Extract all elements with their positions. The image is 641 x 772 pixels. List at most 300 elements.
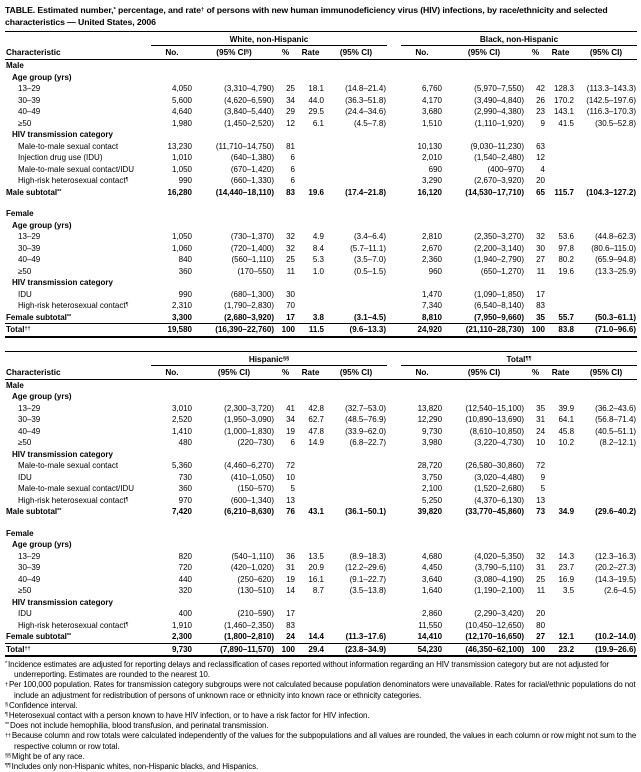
cell-pct: 23 <box>536 107 545 116</box>
cell-no: 24,920 <box>401 324 443 337</box>
cell-ci: (10,450–12,650) <box>465 620 525 630</box>
cell-pct: 100 <box>275 643 296 656</box>
cell-rate <box>296 460 325 472</box>
column-gutter <box>387 460 401 472</box>
footnote-marker: † <box>5 681 8 688</box>
cell-rate <box>296 164 325 176</box>
row-label: IDU <box>18 289 32 299</box>
column-gutter <box>387 175 401 187</box>
column-gutter <box>387 574 401 586</box>
data-row <box>5 152 637 164</box>
cell-pct: 70 <box>286 301 295 310</box>
column-header: (95% CI) <box>325 365 387 379</box>
cell-ci: (3,310–4,790) <box>224 84 274 93</box>
cell-ci: (670–1,420) <box>230 164 274 174</box>
cell-ci2: (23.8–34.9) <box>325 643 387 656</box>
cell-no: 2,810 <box>421 232 442 241</box>
cell-ci2: (3.5–7.0) <box>353 255 386 264</box>
row-label: Male <box>6 380 24 390</box>
cell-no: 2,360 <box>421 255 442 264</box>
column-gutter <box>387 620 401 632</box>
column-header: (95% CI) <box>325 46 387 60</box>
cell-pct: 11 <box>286 266 295 276</box>
footnote-marker: ** <box>5 722 10 729</box>
cell-rate: 10.2 <box>558 438 575 447</box>
column-header: Rate <box>296 365 325 379</box>
cell-no: 1,410 <box>171 426 192 436</box>
column-gutter <box>387 506 401 518</box>
cell-ci: (21,110–28,730) <box>443 324 525 337</box>
cell-rate: 14.9 <box>308 438 324 447</box>
column-header: (95% CI) <box>575 365 637 379</box>
spacer-row <box>5 198 637 208</box>
footnote <box>5 680 637 700</box>
cell-ci2: (56.8–71.4) <box>595 415 637 424</box>
cell-no: 16,280 <box>167 187 192 197</box>
row-label: HIV transmission category <box>12 597 113 607</box>
cell-ci: (8,610–10,850) <box>469 426 525 436</box>
cell-pct: 20 <box>536 176 545 185</box>
cell-pct: 83 <box>536 301 545 310</box>
cell-pct: 80 <box>536 620 546 630</box>
cell-pct: 35 <box>536 312 545 322</box>
column-header: Rate <box>296 46 325 60</box>
column-header: % <box>525 365 546 379</box>
row-label: 30–39 <box>18 563 41 572</box>
cell-ci: (33,770–45,860) <box>465 507 525 516</box>
cell-no: 54,230 <box>401 643 443 656</box>
cell-ci2: (20.2–27.3) <box>595 563 637 572</box>
footnote <box>5 660 637 680</box>
cell-ci: (2,290–3,420) <box>474 609 525 618</box>
cell-ci: (600–1,340) <box>230 495 274 505</box>
section-row <box>5 528 637 540</box>
cell-pct: 6 <box>290 153 295 162</box>
section-row <box>5 220 637 232</box>
data-row <box>5 141 637 153</box>
column-gutter <box>387 551 401 563</box>
data-row <box>5 106 637 118</box>
cell-pct: 9 <box>540 118 545 128</box>
data-row <box>5 608 637 620</box>
data-row <box>5 483 637 495</box>
cell-ci2: (50.3–61.1) <box>595 312 637 322</box>
column-gutter <box>387 608 401 620</box>
cell-rate: 3.5 <box>562 586 575 595</box>
cell-ci2: (36.1–50.1) <box>345 507 387 516</box>
footnote-text: Heterosexual contact with a person known to have HIV infection, or to have a risk factor for HIV infection. <box>8 711 370 721</box>
cell-rate: 83.8 <box>546 324 575 337</box>
cell-ci: (7,950–9,660) <box>474 312 524 322</box>
footnote-marker: ¶ <box>5 712 8 719</box>
row-label: HIV transmission category <box>12 278 113 287</box>
cell-rate <box>546 460 575 472</box>
cell-rate <box>296 608 325 620</box>
footnote-marker: § <box>5 701 8 708</box>
column-gutter <box>387 152 401 164</box>
cell-no: 440 <box>178 574 192 584</box>
cell-pct: 19 <box>286 574 295 584</box>
cell-pct: 19 <box>286 426 295 436</box>
cell-ci2: (40.5–51.1) <box>595 426 637 436</box>
cell-ci: (1,110–1,920) <box>474 118 524 128</box>
cell-ci: (410–1,050) <box>230 472 274 482</box>
cell-pct: 83 <box>286 187 295 197</box>
row-label: Age group (yrs) <box>12 392 72 401</box>
cell-pct: 5 <box>290 484 295 493</box>
superscript-marker: †† <box>24 645 31 652</box>
cell-pct: 5 <box>540 484 546 493</box>
cell-pct: 36 <box>286 551 295 561</box>
column-gutter <box>387 243 401 255</box>
data-row <box>5 426 637 438</box>
cell-ci: (3,490–4,840) <box>474 95 524 105</box>
data-row <box>5 472 637 484</box>
cell-ci2 <box>325 300 387 312</box>
footnote-marker: ¶¶ <box>5 763 11 770</box>
cell-no: 1,640 <box>422 586 443 595</box>
cell-ci2 <box>575 289 637 301</box>
row-label: Male subtotal** <box>6 507 62 516</box>
cell-ci2 <box>575 495 637 507</box>
cell-ci2: (65.9–94.8) <box>595 255 637 264</box>
cell-rate: 14.3 <box>558 551 575 561</box>
cell-ci2: (4.5–7.8) <box>353 118 386 128</box>
cell-rate <box>546 620 575 632</box>
data-row <box>5 300 637 312</box>
cell-pct: 63 <box>536 141 545 151</box>
superscript-marker: ¶¶ <box>525 355 532 362</box>
cell-rate: 1.0 <box>312 266 324 276</box>
cell-pct: 42 <box>536 84 545 93</box>
cell-pct: 11 <box>536 586 546 595</box>
superscript-marker: ** <box>57 508 62 515</box>
cell-ci2: (113.3–143.3) <box>586 84 637 93</box>
cell-rate: 8.7 <box>312 586 324 595</box>
data-row <box>5 118 637 130</box>
superscript-marker: ¶ <box>125 621 129 628</box>
footnote-text: Because column and row totals were calculated independently of the values for the subpopulations and all values are rounded, the values in each column or row might not sum to the respective column or row total. <box>11 731 637 751</box>
cell-rate: 143.1 <box>553 107 574 116</box>
column-header: % <box>275 365 296 379</box>
cell-ci2: (19.9–26.6) <box>575 643 637 656</box>
cell-pct: 30 <box>286 289 295 299</box>
column-header: (95% CI) <box>575 46 637 60</box>
column-header: No. <box>151 365 193 379</box>
row-label: Male-to-male sexual contact/IDU <box>18 164 135 174</box>
cell-no: 19,580 <box>151 324 193 337</box>
cell-pct: 12 <box>286 118 295 128</box>
data-row <box>5 495 637 507</box>
cell-rate: 44.0 <box>308 95 324 105</box>
cell-ci: (4,620–6,590) <box>224 95 274 105</box>
superscript-marker: ** <box>66 313 72 320</box>
cell-no: 820 <box>178 551 192 561</box>
cell-pct: 34 <box>286 415 295 424</box>
cell-pct: 100 <box>525 324 546 337</box>
cell-no: 9,730 <box>422 426 443 436</box>
cell-ci2: (6.8–22.7) <box>349 438 387 447</box>
cell-no: 9,730 <box>151 643 193 656</box>
group-header-row <box>5 32 637 46</box>
cell-no: 1,980 <box>171 118 192 128</box>
cell-rate: 29.5 <box>308 107 324 116</box>
cell-no: 1,910 <box>171 620 192 630</box>
footnote <box>5 701 637 711</box>
footnote-marker: * <box>5 661 8 668</box>
cell-ci2 <box>325 289 387 301</box>
cell-pct: 27 <box>536 632 546 641</box>
group-header-spacer <box>5 351 151 365</box>
data-row <box>5 562 637 574</box>
superscript-marker: ¶ <box>125 177 129 184</box>
cell-ci2 <box>325 152 387 164</box>
cell-no: 1,060 <box>171 243 192 253</box>
cell-ci: (2,350–3,270) <box>474 232 524 241</box>
cell-no: 4,450 <box>422 563 443 572</box>
spacer-row <box>5 518 637 528</box>
cell-pct: 29 <box>286 107 295 116</box>
cell-rate: 11.5 <box>296 324 325 337</box>
cell-rate: 18.1 <box>308 84 324 93</box>
cell-ci2: (3.1–4.5) <box>353 312 386 322</box>
footnote-text: Per 100,000 population. Rates for transmission category subgroups were not calculated because population denominators were unavailable. Rates for racial/ethnic populations do not include an adjustment for redistribution of persons of unknown race or ethnicity into known race or ethnicity categories. <box>8 680 636 700</box>
cell-pct: 30 <box>536 243 545 253</box>
cell-rate <box>546 608 575 620</box>
cell-ci2: (12.3–16.3) <box>595 551 637 561</box>
cell-ci: (1,190–2,100) <box>474 586 525 595</box>
cell-no: 360 <box>178 484 192 493</box>
superscript-marker: §§ <box>283 355 290 362</box>
cell-ci2 <box>575 175 637 187</box>
cell-ci: (1,940–2,790) <box>474 255 524 264</box>
cell-no: 8,810 <box>421 312 442 322</box>
cell-ci2 <box>325 495 387 507</box>
group-header-row <box>5 351 637 365</box>
cell-pct: 12 <box>536 153 545 162</box>
cell-no: 3,750 <box>422 472 443 482</box>
cell-rate: 19.6 <box>308 187 324 197</box>
cell-ci2: (36.3–51.8) <box>345 95 386 105</box>
row-label: Age group (yrs) <box>12 72 72 82</box>
row-label: 40–49 <box>18 426 41 436</box>
cell-ci2 <box>325 141 387 153</box>
section-row <box>5 449 637 461</box>
column-gutter <box>387 351 401 365</box>
cell-pct: 10 <box>536 438 546 447</box>
cell-ci: (9,030–11,230) <box>470 141 524 151</box>
cell-rate: 80.2 <box>558 255 574 264</box>
cell-no: 480 <box>178 438 192 447</box>
cell-rate: 39.9 <box>558 403 575 413</box>
cell-ci2: (14.3–19.5) <box>595 574 637 584</box>
column-header: % <box>275 46 296 60</box>
column-header: % <box>525 46 546 60</box>
row-label: 40–49 <box>18 574 41 584</box>
row-label: High-risk heterosexual contact¶ <box>18 495 129 505</box>
cell-ci2: (80.6–115.0) <box>591 243 637 253</box>
cell-ci2 <box>575 141 637 153</box>
cell-ci2 <box>325 175 387 187</box>
cell-no: 840 <box>178 255 192 264</box>
cell-ci: (46,350–62,100) <box>443 643 525 656</box>
row-label: 40–49 <box>18 255 41 264</box>
superscript-marker: * <box>113 6 116 13</box>
cell-no: 360 <box>178 266 192 276</box>
column-gutter <box>387 254 401 266</box>
cell-ci2: (0.5–1.5) <box>353 266 386 276</box>
cell-ci2 <box>325 608 387 620</box>
cell-no: 28,720 <box>417 461 443 470</box>
cell-rate: 23.2 <box>546 643 575 656</box>
column-gutter <box>387 289 401 301</box>
cell-no: 4,640 <box>171 107 192 116</box>
cell-pct: 24 <box>536 426 546 436</box>
cell-ci2: (14.8–21.4) <box>345 84 386 93</box>
row-label: Female subtotal** <box>6 312 72 322</box>
cell-ci: (560–1,110) <box>231 255 274 264</box>
row-label: Total†† <box>5 324 151 337</box>
cell-ci2: (3.4–6.4) <box>353 232 386 241</box>
superscript-marker: § <box>245 49 249 56</box>
cell-ci2 <box>325 164 387 176</box>
cell-rate: 16.1 <box>308 574 324 584</box>
cell-no: 720 <box>178 563 192 572</box>
cell-ci: (1,000–1,830) <box>224 426 274 436</box>
column-gutter <box>387 231 401 243</box>
cell-pct: 26 <box>536 95 545 105</box>
cell-ci: (1,520–2,680) <box>474 484 525 493</box>
row-label: 30–39 <box>18 243 41 253</box>
cell-no: 1,050 <box>171 232 192 241</box>
column-gutter <box>387 414 401 426</box>
cell-ci2 <box>575 620 637 632</box>
cell-no: 4,050 <box>171 84 192 93</box>
row-label: 13–29 <box>18 84 41 93</box>
cell-no: 13,820 <box>417 403 443 413</box>
cell-rate <box>546 141 575 153</box>
cell-pct: 72 <box>286 461 295 470</box>
cell-ci: (1,800–2,810) <box>224 632 274 641</box>
row-label: Male-to-male sexual contact <box>18 461 119 470</box>
cell-no: 7,340 <box>421 301 442 310</box>
cell-ci2 <box>325 620 387 632</box>
cell-rate: 170.2 <box>553 95 574 105</box>
cell-pct: 31 <box>536 563 546 572</box>
row-label: High-risk heterosexual contact¶ <box>18 620 129 630</box>
cell-pct: 73 <box>536 507 546 516</box>
column-header-row <box>5 46 637 60</box>
cell-rate: 128.3 <box>553 84 574 93</box>
data-row <box>5 243 637 255</box>
cell-ci: (220–730) <box>237 438 274 447</box>
cell-rate: 115.7 <box>554 187 574 197</box>
cell-rate <box>546 164 575 176</box>
cell-rate <box>296 620 325 632</box>
cell-ci2: (12.2–29.6) <box>345 563 387 572</box>
row-label: ≥50 <box>18 586 32 595</box>
footnote <box>5 752 637 762</box>
cell-rate <box>296 495 325 507</box>
group-header-spacer <box>5 32 151 46</box>
cell-no: 5,360 <box>171 461 192 470</box>
cell-ci: (2,200–3,140) <box>474 243 524 253</box>
cell-no: 3,300 <box>171 312 192 322</box>
cell-rate: 3.8 <box>312 312 324 322</box>
cell-ci2: (13.3–25.9) <box>595 266 637 276</box>
cell-no: 16,120 <box>417 187 442 197</box>
row-label: 30–39 <box>18 415 41 424</box>
cell-ci: (5,970–7,550) <box>474 84 524 93</box>
cell-pct: 65 <box>536 187 545 197</box>
cell-pct: 17 <box>286 312 295 322</box>
cell-ci: (4,460–6,270) <box>224 461 274 470</box>
cell-rate: 41.5 <box>558 118 574 128</box>
row-label: ≥50 <box>18 266 32 276</box>
cell-pct: 25 <box>286 84 295 93</box>
cell-rate <box>296 300 325 312</box>
table-hispanic-total <box>5 351 637 658</box>
data-row <box>5 83 637 95</box>
cell-ci: (540–1,110) <box>231 551 274 561</box>
cell-ci: (4,020–5,350) <box>474 551 525 561</box>
cell-no: 990 <box>178 289 192 299</box>
cell-pct: 13 <box>286 495 295 505</box>
column-gutter <box>387 300 401 312</box>
column-gutter <box>387 631 401 643</box>
cell-ci: (6,540–8,140) <box>474 301 524 310</box>
row-label: 13–29 <box>18 232 41 241</box>
cell-ci: (1,950–3,090) <box>224 415 274 424</box>
cell-ci: (4,370–6,130) <box>474 495 525 505</box>
cell-pct: 31 <box>536 415 546 424</box>
cell-pct: 10 <box>286 472 295 482</box>
row-label: IDU <box>18 472 32 482</box>
cell-ci: (6,210–8,630) <box>224 507 274 516</box>
row-label: HIV transmission category <box>12 130 113 139</box>
cell-rate: 42.8 <box>308 403 324 413</box>
data-row <box>5 95 637 107</box>
cell-ci2 <box>575 460 637 472</box>
section-row <box>5 391 637 403</box>
column-gutter <box>387 106 401 118</box>
cell-ci: (720–1,400) <box>230 243 274 253</box>
row-label: 13–29 <box>18 403 41 413</box>
cell-ci: (14,440–18,110) <box>215 187 274 197</box>
cell-ci: (3,020–4,480) <box>474 472 525 482</box>
cell-ci2: (71.0–96.6) <box>575 324 637 337</box>
column-gutter <box>387 403 401 415</box>
column-header-row <box>5 365 637 379</box>
cell-rate: 29.4 <box>296 643 325 656</box>
data-row <box>5 254 637 266</box>
column-header: Rate <box>546 46 575 60</box>
data-row <box>5 403 637 415</box>
column-gutter <box>387 643 401 656</box>
data-row <box>5 460 637 472</box>
cell-ci2: (9.6–13.3) <box>325 324 387 337</box>
row-label: 30–39 <box>18 95 41 105</box>
column-gutter <box>387 562 401 574</box>
cell-pct: 9 <box>540 472 546 482</box>
cell-rate: 64.1 <box>558 415 575 424</box>
row-label: Injection drug use (IDU) <box>18 153 103 162</box>
cell-no: 1,470 <box>421 289 442 299</box>
cell-no: 3,980 <box>422 438 443 447</box>
cell-no: 2,860 <box>422 609 443 618</box>
cell-no: 970 <box>178 495 192 505</box>
cell-ci2: (44.8–62.3) <box>595 232 637 241</box>
